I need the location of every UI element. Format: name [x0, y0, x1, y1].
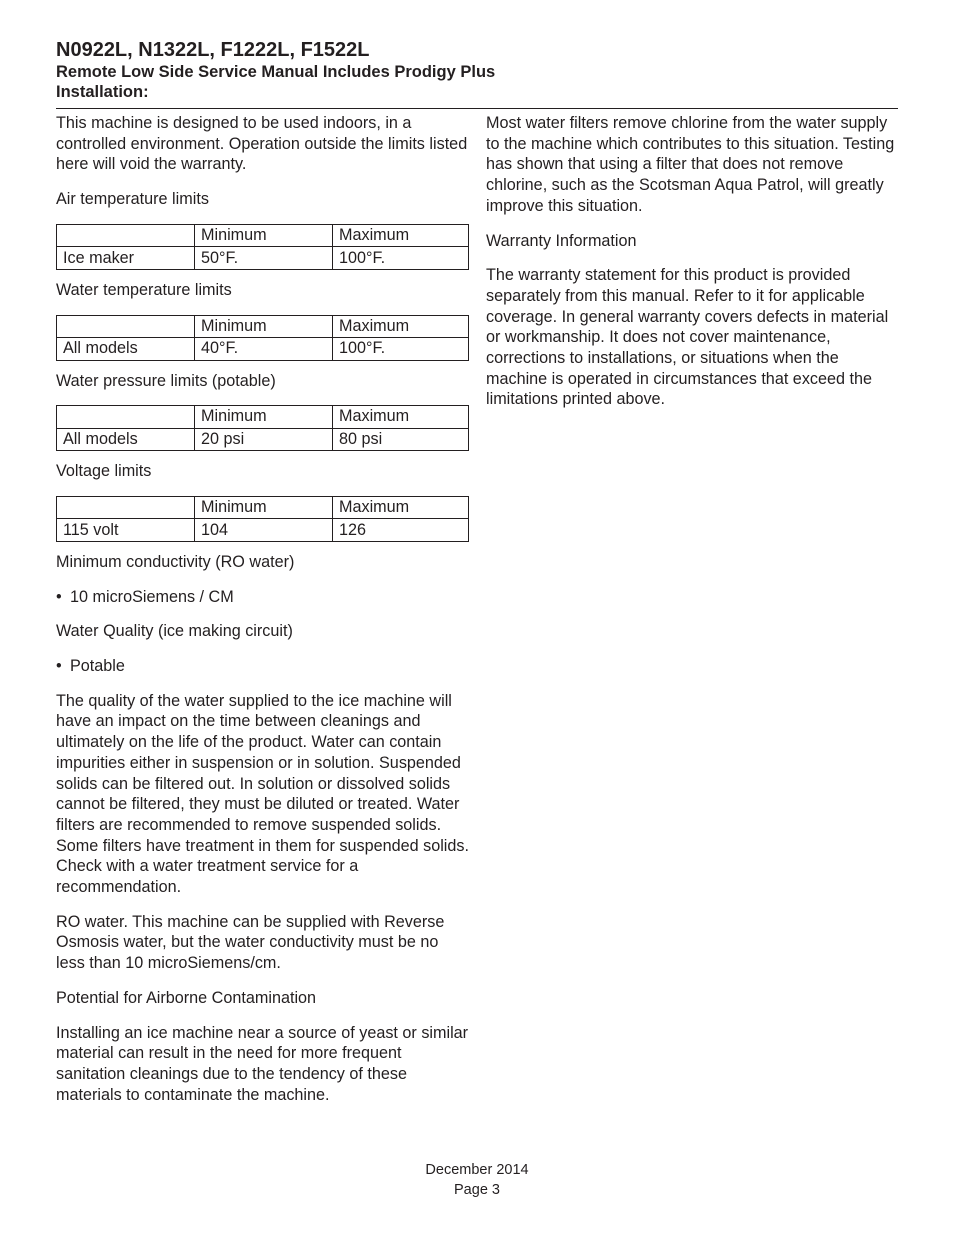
footer-date: December 2014 — [425, 1162, 529, 1178]
voltage-label: Voltage limits — [56, 462, 152, 481]
bullet-icon: • — [56, 587, 62, 606]
table-row — [57, 338, 469, 361]
table-row — [57, 247, 469, 270]
manual-subtitle: Remote Low Side Service Manual Includes Prodigy Plus — [56, 63, 496, 81]
table-cell — [57, 496, 195, 519]
table-header-row — [57, 315, 469, 338]
water-pressure-label: Water pressure limits (potable) — [56, 371, 276, 390]
table-row — [57, 519, 469, 542]
water-temperature-table — [56, 315, 469, 361]
model-numbers: N0922L, N1322L, F1222L, F1522L — [56, 39, 370, 61]
intro-paragraph: This machine is designed to be used indoors, in a controlled environment. Operation outside the limits listed here will void the warranty. — [56, 114, 468, 174]
table-header-row — [57, 224, 469, 247]
right-column — [486, 113, 898, 424]
table-cell: 100°F. — [333, 247, 469, 270]
table-cell: Minimum — [195, 496, 333, 519]
table-cell — [57, 315, 195, 338]
table-cell: 50°F. — [195, 247, 333, 270]
table-cell: Maximum — [333, 496, 469, 519]
table-cell: 115 volt — [57, 519, 195, 542]
ro-water-paragraph: RO water. This machine can be supplied with Reverse Osmosis water, but the water conductivity must be no less than 10 microSiemens/cm. — [56, 912, 445, 973]
table-cell — [57, 224, 195, 247]
table-cell: 40°F. — [195, 338, 333, 361]
table-cell: Ice maker — [57, 247, 195, 270]
warranty-paragraph: The warranty statement for this product is provided separately from this manual. Refer to it for applicable coverage. In general warranty covers defects in material or workmanship. It does not cover maintenance, corrections to installations, or situations when the machine is operated in circumstances that exceed the limitations printed above. — [486, 266, 889, 409]
water-quality-paragraph: The quality of the water supplied to the ice machine will have an impact on the time between cleanings and ultimately on the life of the product. Water can contain impurities either in suspension or in solution. Suspended solids can be filtered out. In solution or dissolved solids cannot be filtered, they must be diluted or treated. Water filters are recommended to remove suspended solids. Some filters have treatment in them for suspended solids. Check with a water treatment service for a recommendation. — [56, 691, 469, 897]
table-cell: 20 psi — [195, 428, 333, 451]
warranty-label: Warranty Information — [486, 231, 637, 250]
table-cell: Maximum — [333, 406, 469, 429]
table-row — [57, 428, 469, 451]
page-number: Page 3 — [454, 1182, 500, 1198]
air-temperature-label: Air temperature limits — [56, 190, 209, 209]
list-item — [56, 656, 470, 677]
section-title: Installation: — [56, 83, 149, 101]
left-column — [56, 113, 470, 1119]
water-temperature-label: Water temperature limits — [56, 280, 232, 299]
table-cell: Minimum — [195, 406, 333, 429]
table-cell: 126 — [333, 519, 469, 542]
conductivity-label: Minimum conductivity (RO water) — [56, 552, 295, 571]
header-rule — [56, 108, 898, 109]
page-footer — [0, 1160, 954, 1200]
air-temperature-table — [56, 224, 469, 270]
conductivity-value: 10 microSiemens / CM — [70, 587, 234, 606]
table-cell: All models — [57, 428, 195, 451]
filter-paragraph: Most water filters remove chlorine from the water supply to the machine which contributes to this situation. Testing has shown that using a filter that does not remove chlorine, such as the Scotsman Aqua Patrol, will greatly improve this situation. — [486, 114, 895, 215]
table-cell: 80 psi — [333, 428, 469, 451]
table-cell — [57, 406, 195, 429]
table-cell: Maximum — [333, 315, 469, 338]
list-item — [56, 587, 470, 608]
table-cell: 100°F. — [333, 338, 469, 361]
table-cell: 104 — [195, 519, 333, 542]
table-cell: All models — [57, 338, 195, 361]
water-pressure-table — [56, 405, 469, 451]
table-cell: Minimum — [195, 224, 333, 247]
bullet-icon: • — [56, 657, 62, 676]
page-header — [56, 38, 898, 102]
water-quality-value: Potable — [70, 657, 125, 676]
airborne-contamination-paragraph: Installing an ice machine near a source of yeast or similar material can result in the need for more frequent sanitation cleanings due to the tendency of these materials to contaminate the machine. — [56, 1023, 469, 1104]
water-quality-label: Water Quality (ice making circuit) — [56, 622, 293, 641]
table-header-row — [57, 406, 469, 429]
table-header-row — [57, 496, 469, 519]
table-cell: Minimum — [195, 315, 333, 338]
voltage-table — [56, 496, 469, 542]
airborne-contamination-label: Potential for Airborne Contamination — [56, 988, 317, 1007]
table-cell: Maximum — [333, 224, 469, 247]
